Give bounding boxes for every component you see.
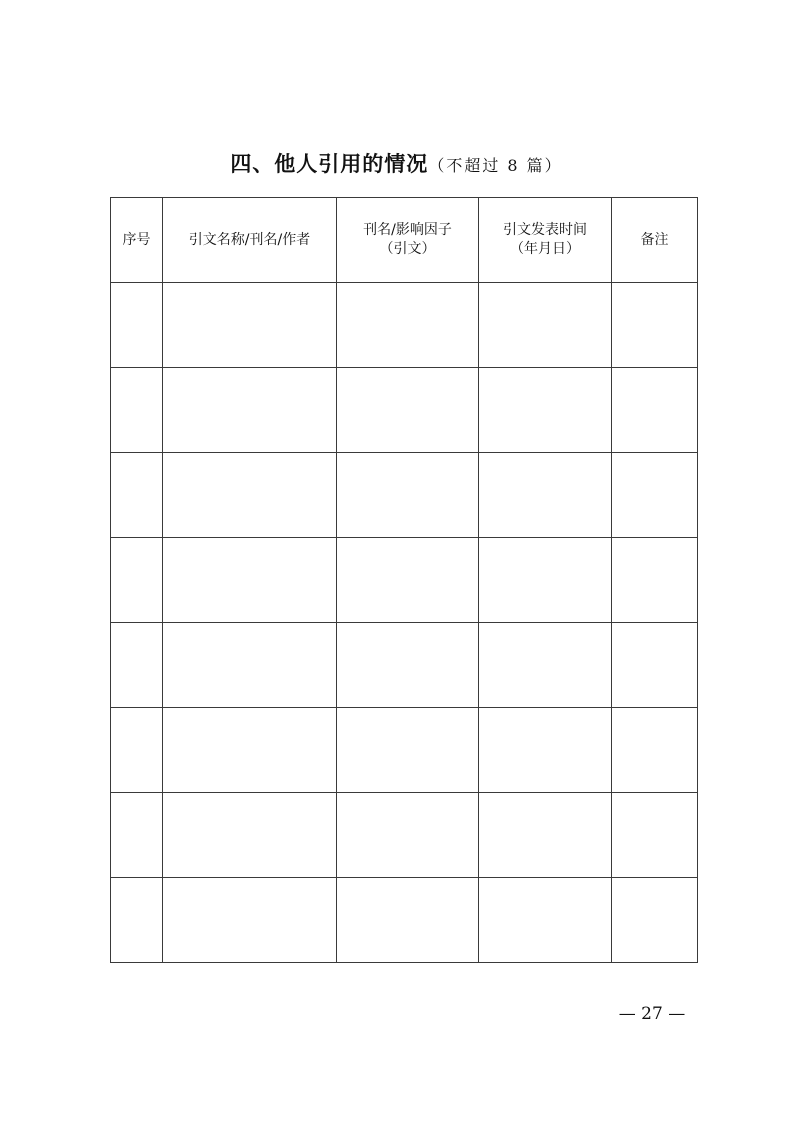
header-remarks-label: 备注	[640, 231, 669, 248]
cell-remarks[interactable]	[612, 793, 698, 878]
cell-remarks[interactable]	[612, 283, 698, 368]
header-journal-impact-factor-sublabel: （引文）	[379, 241, 436, 257]
header-index-label: 序号	[122, 231, 151, 248]
cell-publish-date[interactable]	[479, 708, 612, 793]
section-title-text: 四、他人引用的情况	[230, 152, 429, 176]
cell-citing-article[interactable]	[163, 283, 337, 368]
section-title-note: （不超过 8 篇）	[428, 156, 563, 175]
cell-publish-date[interactable]	[479, 453, 612, 538]
page-number: — 27 —	[618, 1004, 686, 1024]
cell-journal-impact-factor[interactable]	[337, 623, 479, 708]
cell-publish-date[interactable]	[479, 793, 612, 878]
cell-remarks[interactable]	[612, 878, 698, 963]
cell-remarks[interactable]	[612, 708, 698, 793]
header-remarks	[612, 198, 698, 283]
cell-index[interactable]	[111, 538, 163, 623]
header-citing-article	[163, 198, 337, 283]
table-row	[111, 368, 698, 453]
header-publish-date-sublabel: （年月日）	[510, 241, 580, 257]
table-row	[111, 623, 698, 708]
cell-remarks[interactable]	[612, 623, 698, 708]
section-title	[0, 148, 793, 182]
cell-journal-impact-factor[interactable]	[337, 708, 479, 793]
cell-remarks[interactable]	[612, 368, 698, 453]
header-index	[111, 198, 163, 283]
table-row	[111, 878, 698, 963]
header-journal-impact-factor	[337, 198, 479, 283]
cell-publish-date[interactable]	[479, 283, 612, 368]
cell-index[interactable]	[111, 453, 163, 538]
header-publish-date-label: 引文发表时间	[503, 222, 587, 238]
cell-index[interactable]	[111, 708, 163, 793]
cell-publish-date[interactable]	[479, 538, 612, 623]
table-row	[111, 708, 698, 793]
cell-journal-impact-factor[interactable]	[337, 453, 479, 538]
cell-citing-article[interactable]	[163, 878, 337, 963]
table-header-row	[111, 198, 698, 283]
cell-citing-article[interactable]	[163, 453, 337, 538]
table-row	[111, 538, 698, 623]
table-row	[111, 283, 698, 368]
cell-citing-article[interactable]	[163, 793, 337, 878]
cell-index[interactable]	[111, 283, 163, 368]
cell-citing-article[interactable]	[163, 538, 337, 623]
cell-index[interactable]	[111, 793, 163, 878]
cell-index[interactable]	[111, 623, 163, 708]
cell-index[interactable]	[111, 878, 163, 963]
cell-citing-article[interactable]	[163, 623, 337, 708]
cell-journal-impact-factor[interactable]	[337, 283, 479, 368]
cell-publish-date[interactable]	[479, 368, 612, 453]
table-row	[111, 453, 698, 538]
header-publish-date	[479, 198, 612, 283]
cell-journal-impact-factor[interactable]	[337, 878, 479, 963]
cell-journal-impact-factor[interactable]	[337, 538, 479, 623]
cell-publish-date[interactable]	[479, 623, 612, 708]
table-row	[111, 793, 698, 878]
cell-index[interactable]	[111, 368, 163, 453]
cell-remarks[interactable]	[612, 538, 698, 623]
cell-remarks[interactable]	[612, 453, 698, 538]
header-journal-impact-factor-label: 刊名/影响因子	[363, 222, 452, 238]
cell-citing-article[interactable]	[163, 368, 337, 453]
cell-journal-impact-factor[interactable]	[337, 793, 479, 878]
cell-publish-date[interactable]	[479, 878, 612, 963]
header-citing-article-label: 引文名称/刊名/作者	[188, 231, 311, 248]
citation-table	[110, 197, 698, 963]
cell-citing-article[interactable]	[163, 708, 337, 793]
cell-journal-impact-factor[interactable]	[337, 368, 479, 453]
